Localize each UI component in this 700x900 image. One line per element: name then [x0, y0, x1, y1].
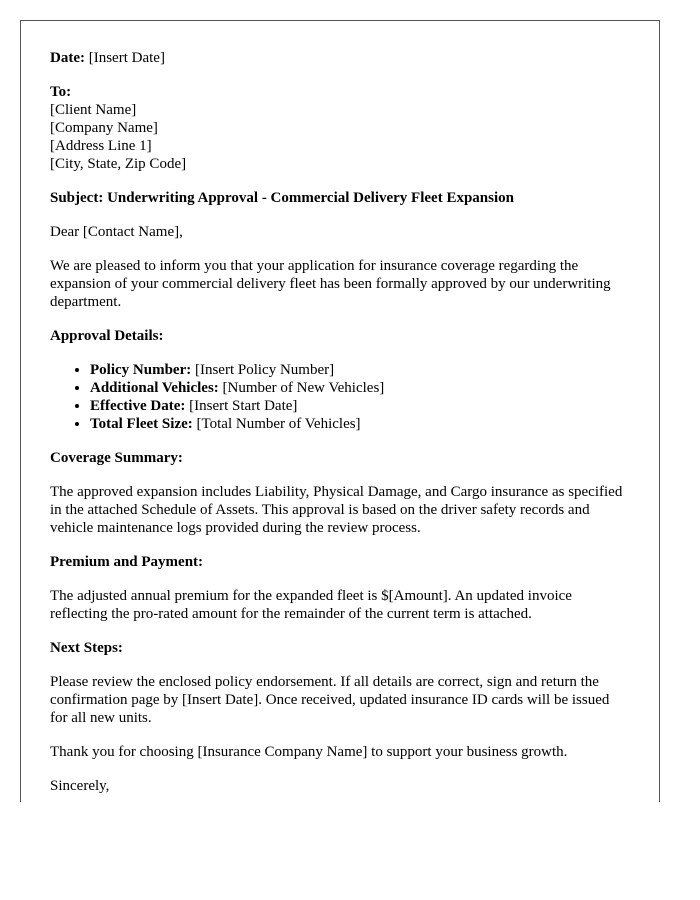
date-label: Date: [50, 50, 85, 66]
premium-paragraph: The adjusted annual premium for the expanded fleet is $[Amount]. An updated invoice reflecting the pro-rated amount for the remainder of the current term is attached. [50, 588, 572, 622]
approval-details-list [50, 361, 630, 433]
recipient-line: [Client Name] [50, 102, 137, 118]
recipient-line: [City, State, Zip Code] [50, 156, 187, 172]
date-value: [Insert Date] [88, 50, 165, 66]
next-steps-paragraph: Please review the enclosed policy endorsement. If all details are correct, sign and return the confirmation page by [Insert Date]. Once received, updated insurance ID cards will be issued for all new units. [50, 674, 610, 726]
approval-item-label: Effective Date: [90, 398, 186, 414]
list-item [90, 361, 630, 379]
approval-item-value: [Number of New Vehicles] [222, 380, 385, 396]
approval-item-label: Total Fleet Size: [90, 416, 193, 432]
list-item [90, 379, 630, 397]
approval-item-label: Policy Number: [90, 362, 192, 378]
approval-details-heading: Approval Details: [50, 328, 164, 344]
coverage-summary-heading: Coverage Summary: [50, 450, 183, 466]
recipient-block [50, 83, 630, 173]
coverage-summary-paragraph: The approved expansion includes Liability, Physical Damage, and Cargo insurance as specified in the attached Schedule of Assets. This approval is based on the driver safety records and vehicle maintenance logs provided during the review process. [50, 484, 623, 536]
approval-item-value: [Insert Policy Number] [194, 362, 335, 378]
recipient-line: [Company Name] [50, 120, 158, 136]
recipient-line: [Address Line 1] [50, 138, 152, 154]
thanks-paragraph: Thank you for choosing [Insurance Company Name] to support your business growth. [50, 744, 568, 760]
subject-line: Subject: Underwriting Approval - Commercial Delivery Fleet Expansion [50, 190, 514, 206]
approval-item-label: Additional Vehicles: [90, 380, 219, 396]
to-label: To: [50, 84, 72, 100]
letter-page [20, 20, 660, 802]
salutation: Dear [Contact Name], [50, 224, 183, 240]
next-steps-heading: Next Steps: [50, 640, 123, 656]
approval-item-value: [Total Number of Vehicles] [196, 416, 361, 432]
intro-paragraph: We are pleased to inform you that your application for insurance coverage regarding the expansion of your commercial delivery fleet has been formally approved by our underwriting department. [50, 258, 611, 310]
list-item [90, 415, 630, 433]
date-line [50, 49, 630, 67]
closing: Sincerely, [50, 778, 110, 794]
letter-body [21, 21, 659, 795]
list-item [90, 397, 630, 415]
approval-item-value: [Insert Start Date] [189, 398, 298, 414]
premium-heading: Premium and Payment: [50, 554, 204, 570]
